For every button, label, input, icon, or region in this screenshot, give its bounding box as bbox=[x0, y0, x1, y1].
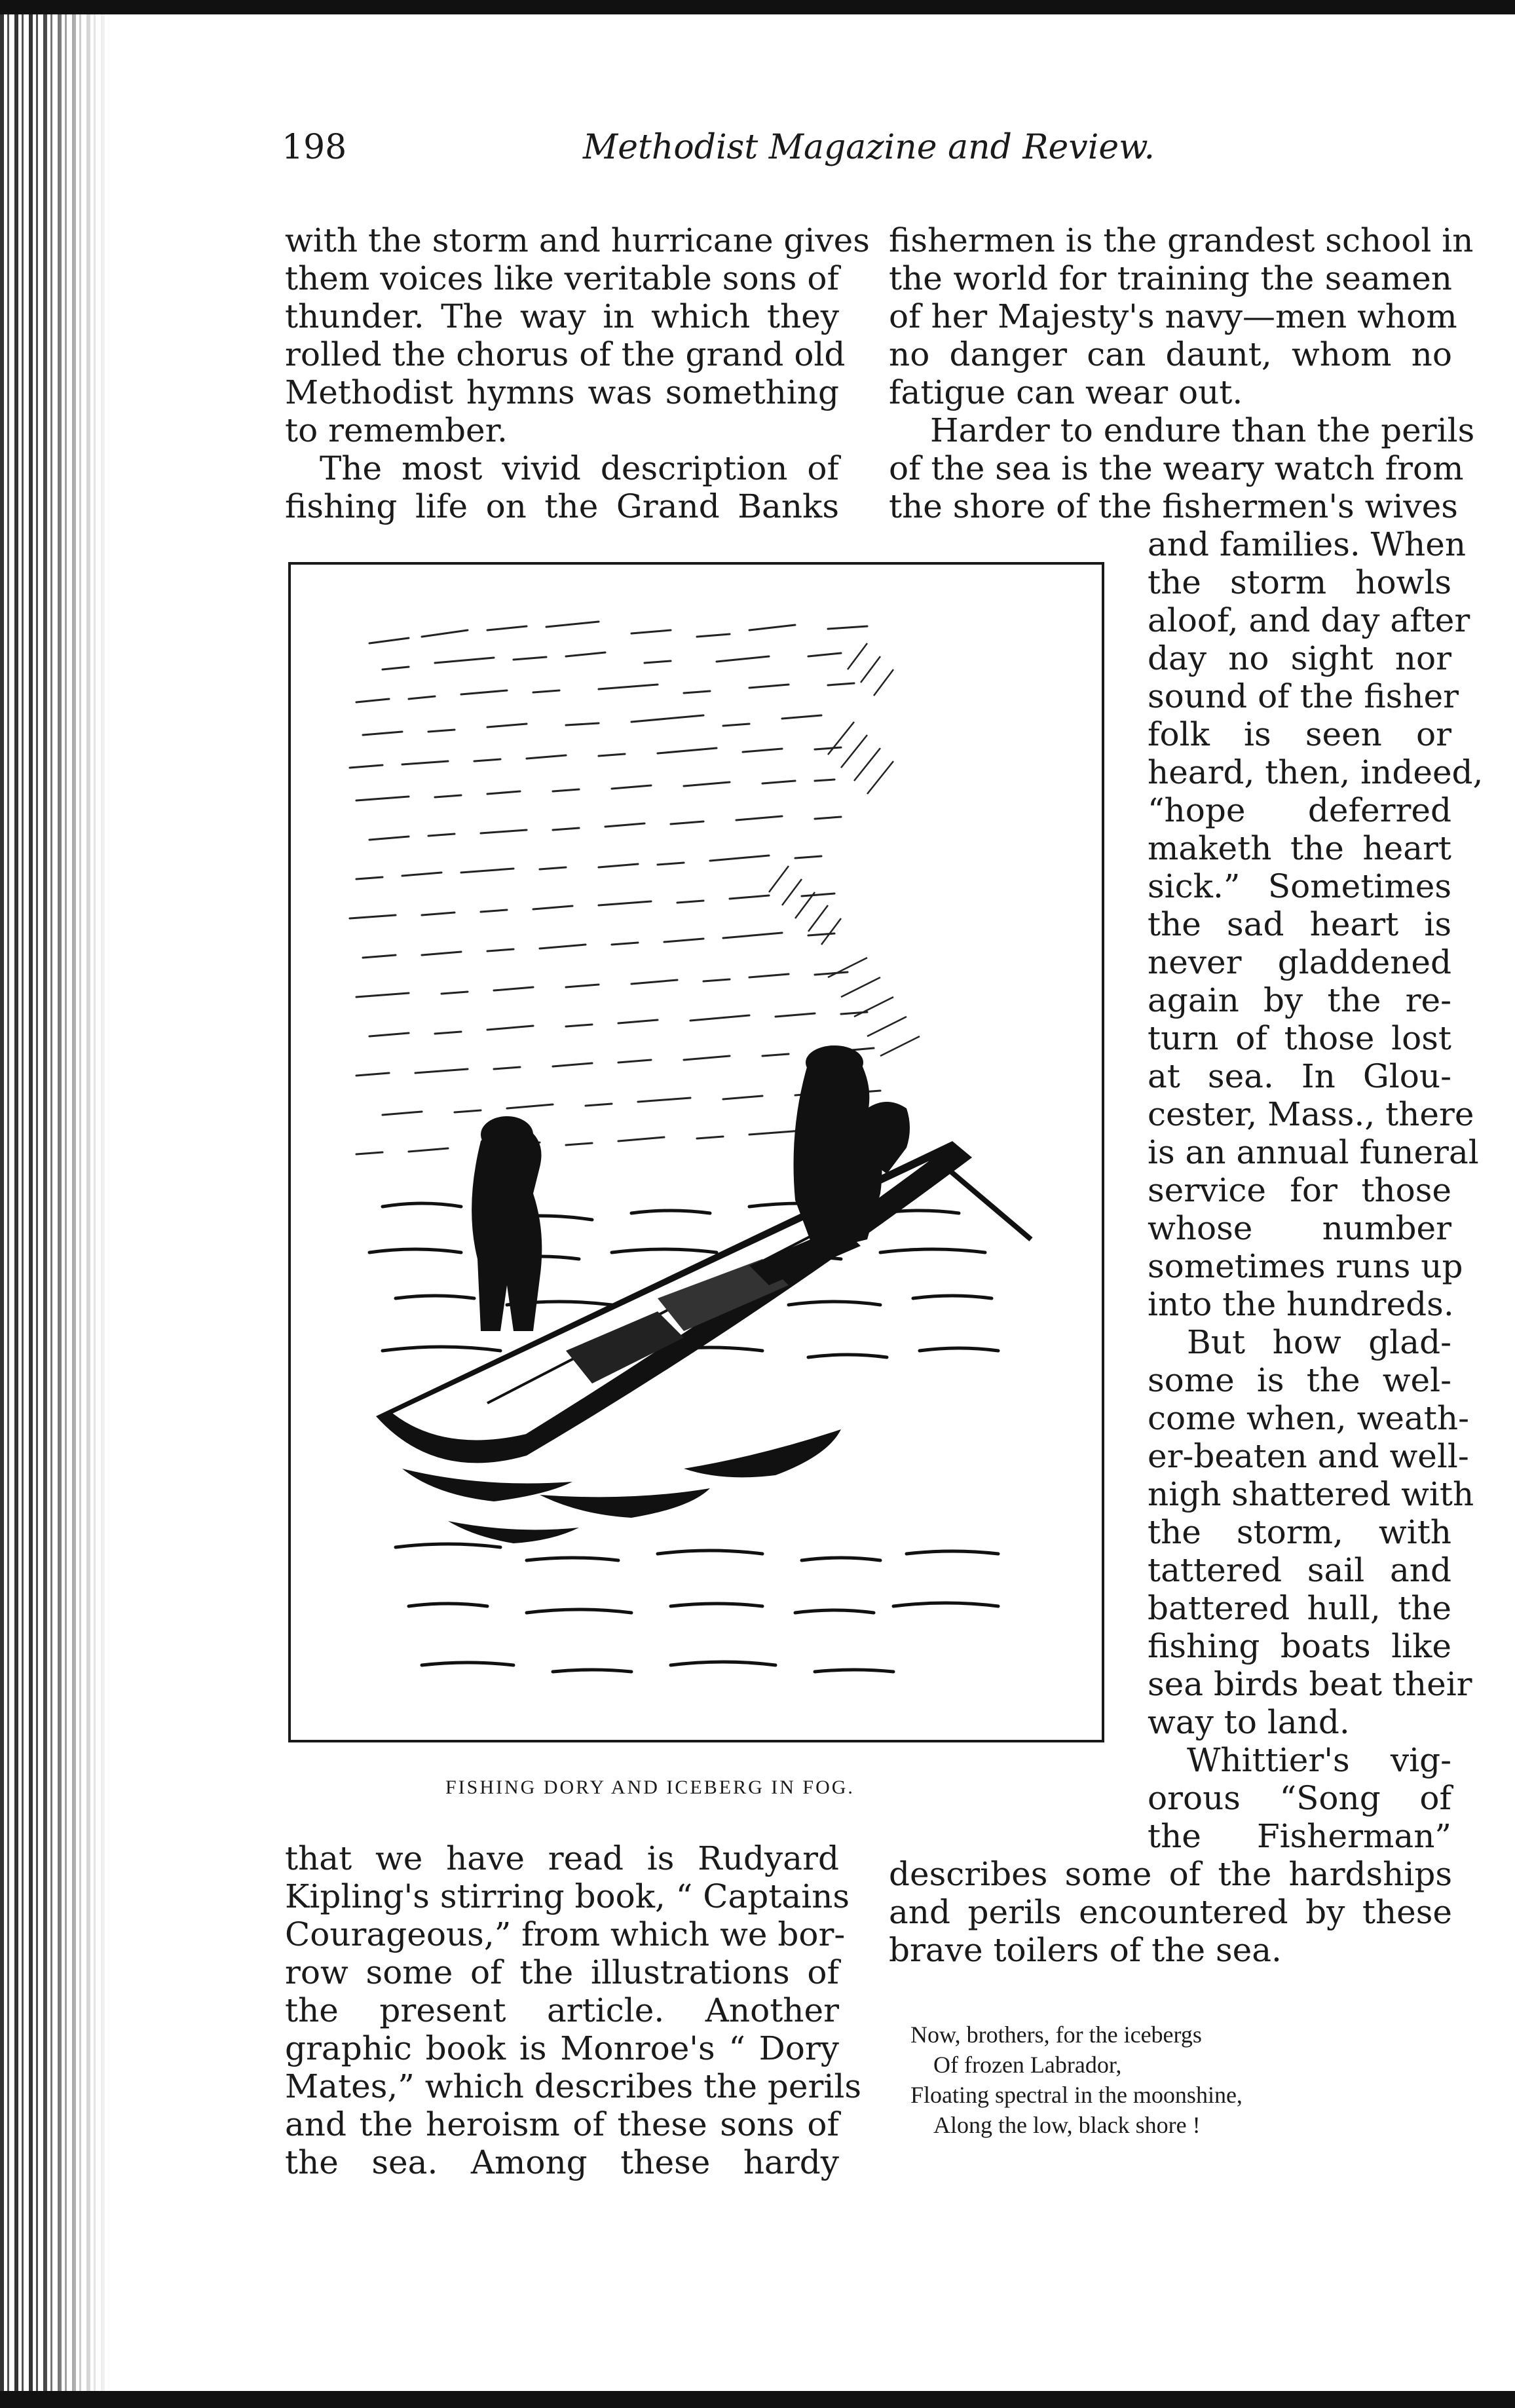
body-line: day no sight nor bbox=[1148, 639, 1451, 677]
body-line: into the hundreds. bbox=[1148, 1285, 1454, 1323]
body-line: brave toilers of the sea. bbox=[889, 1931, 1282, 1969]
body-line: the sad heart is bbox=[1148, 905, 1451, 943]
body-line: heard, then, indeed, bbox=[1148, 753, 1484, 791]
body-line: that we have read is Rudyard bbox=[285, 1839, 839, 1877]
body-line: again by the re- bbox=[1148, 981, 1451, 1019]
body-line: Kipling's stirring book, “ Captains bbox=[285, 1877, 850, 1915]
poem-line: Floating spectral in the moonshine, bbox=[910, 2082, 1243, 2108]
body-line: row some of the illustrations of bbox=[285, 1953, 839, 1991]
body-line: some is the wel- bbox=[1148, 1361, 1451, 1399]
top-page-edge bbox=[0, 0, 1515, 14]
body-line: orous “Song of bbox=[1148, 1779, 1451, 1817]
body-line: fishing life on the Grand Banks bbox=[285, 487, 839, 525]
body-line: the shore of the fishermen's wives bbox=[889, 487, 1458, 525]
poem-line: Of frozen Labrador, bbox=[933, 2052, 1122, 2078]
body-line: come when, weath- bbox=[1148, 1399, 1469, 1437]
body-line: and families. When bbox=[1148, 525, 1467, 563]
body-line: the storm howls bbox=[1148, 563, 1451, 601]
bottom-page-edge bbox=[0, 2391, 1515, 2408]
body-line: with the storm and hurricane gives bbox=[285, 221, 870, 259]
poem-line: Now, brothers, for the icebergs bbox=[910, 2022, 1202, 2048]
body-line: describes some of the hardships bbox=[889, 1855, 1452, 1893]
paragraph-start-line: Whittier's vig- bbox=[1187, 1741, 1451, 1779]
body-line: Mates,” which describes the perils bbox=[285, 2067, 862, 2105]
engraving bbox=[291, 565, 1102, 1740]
body-line: rolled the chorus of the grand old bbox=[285, 335, 846, 373]
body-line: nigh shattered with bbox=[1148, 1475, 1474, 1513]
poem-line: Along the low, black shore ! bbox=[933, 2112, 1201, 2138]
page-number: 198 bbox=[282, 128, 347, 167]
body-line: er-beaten and well- bbox=[1148, 1437, 1469, 1475]
body-line: cester, Mass., there bbox=[1148, 1095, 1474, 1133]
body-line: turn of those lost bbox=[1148, 1019, 1451, 1057]
body-line: sick.” Sometimes bbox=[1148, 867, 1451, 905]
body-line: whose number bbox=[1148, 1209, 1451, 1247]
body-line: sound of the fisher bbox=[1148, 677, 1459, 715]
figure-caption: FISHING DORY AND ICEBERG IN FOG. bbox=[445, 1777, 855, 1798]
binding-gutter-fade bbox=[39, 14, 111, 2391]
journal-title: Methodist Magazine and Review. bbox=[583, 128, 1155, 167]
body-line: aloof, and day after bbox=[1148, 601, 1470, 639]
body-line: of her Majesty's navy—men whom bbox=[889, 297, 1457, 335]
body-line: Methodist hymns was something bbox=[285, 373, 839, 411]
body-line: is an annual funeral bbox=[1148, 1133, 1479, 1171]
body-line: the sea. Among these hardy bbox=[285, 2143, 839, 2181]
body-line: tattered sail and bbox=[1148, 1551, 1451, 1589]
body-line: fatigue can wear out. bbox=[889, 373, 1243, 411]
body-line: “hope deferred bbox=[1148, 791, 1451, 829]
body-line: no danger can daunt, whom no bbox=[889, 335, 1452, 373]
body-line: the storm, with bbox=[1148, 1513, 1451, 1551]
paragraph-start-line: The most vivid description of bbox=[320, 449, 839, 487]
body-line: and the heroism of these sons of bbox=[285, 2105, 839, 2143]
body-line: the Fisherman” bbox=[1148, 1817, 1451, 1855]
body-line: fishing boats like bbox=[1148, 1627, 1451, 1665]
body-line: never gladdened bbox=[1148, 943, 1451, 981]
body-line: graphic book is Monroe's “ Dory bbox=[285, 2029, 839, 2067]
body-line: battered hull, the bbox=[1148, 1589, 1451, 1627]
body-line: Courageous,” from which we bor- bbox=[285, 1915, 846, 1953]
body-line: at sea. In Glou- bbox=[1148, 1057, 1451, 1095]
body-line: way to land. bbox=[1148, 1703, 1350, 1741]
running-head bbox=[282, 128, 1199, 180]
body-line: sometimes runs up bbox=[1148, 1247, 1463, 1285]
body-line: the present article. Another bbox=[285, 1991, 839, 2029]
illustration-dory-iceberg bbox=[288, 562, 1104, 1742]
body-line: thunder. The way in which they bbox=[285, 297, 839, 335]
paragraph-start-line: Harder to endure than the perils bbox=[930, 411, 1475, 449]
body-line: and perils encountered by these bbox=[889, 1893, 1452, 1931]
body-line: the world for training the seamen bbox=[889, 259, 1452, 297]
body-line: maketh the heart bbox=[1148, 829, 1451, 867]
body-line: sea birds beat their bbox=[1148, 1665, 1472, 1703]
paragraph-start-line: But how glad- bbox=[1187, 1323, 1451, 1361]
body-line: fishermen is the grandest school in bbox=[889, 221, 1474, 259]
body-line: them voices like veritable sons of bbox=[285, 259, 839, 297]
body-line: of the sea is the weary watch from bbox=[889, 449, 1464, 487]
body-line: service for those bbox=[1148, 1171, 1451, 1209]
body-line: to remember. bbox=[285, 411, 508, 449]
body-line: folk is seen or bbox=[1148, 715, 1451, 753]
